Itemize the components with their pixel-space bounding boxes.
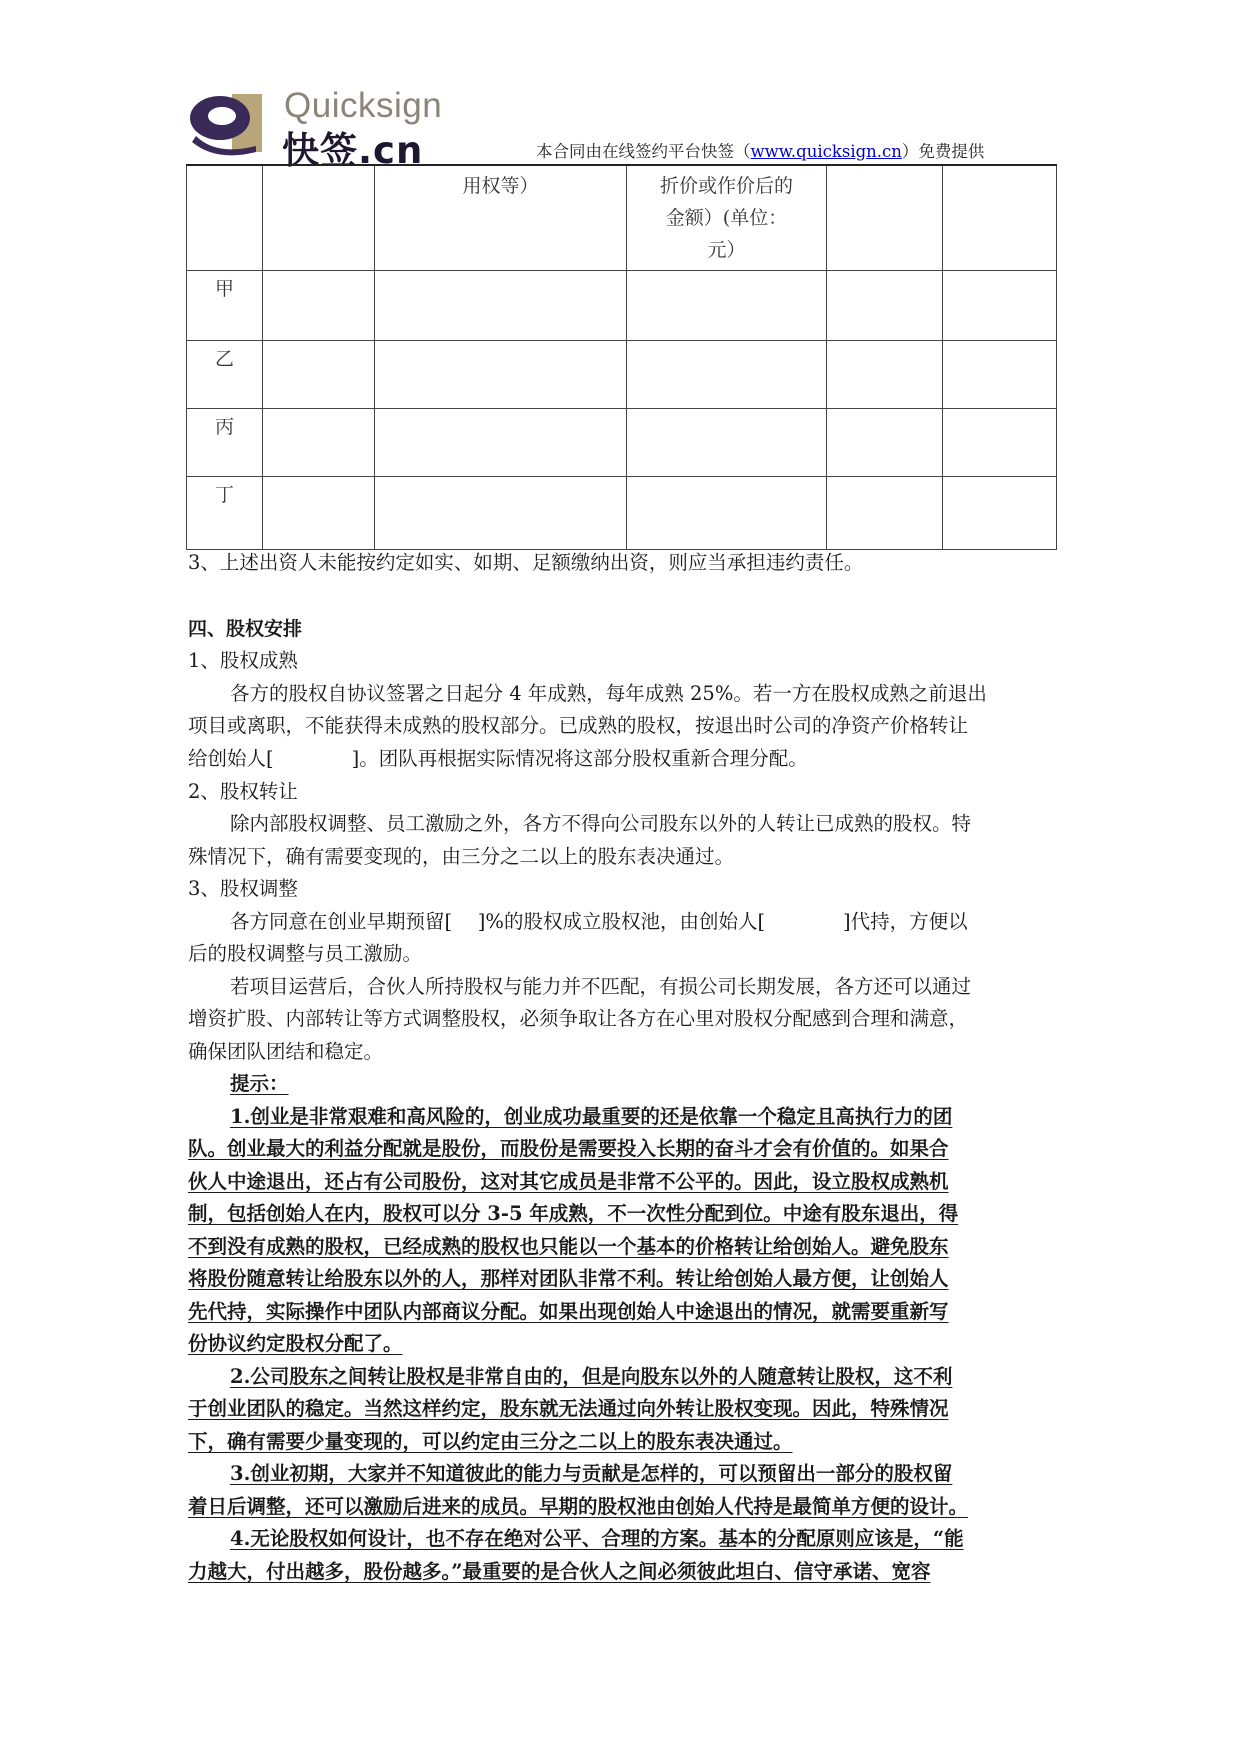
paragraph-line: 项目或离职，不能获得未成熟的股权部分。已成熟的股权，按退出时公司的净资产价格转让 (188, 714, 969, 737)
table-cell (263, 271, 375, 341)
table-cell (375, 477, 627, 550)
tip-line: 制，包括创始人在内，股权可以分 3-5 年成熟，不一次性分配到位。中途有股东退出，得 (188, 1202, 959, 1225)
paragraph-line: 各方同意在创业早期预留[ ]%的股权成立股权池，由创始人[ ]代持，方便以 (230, 910, 968, 933)
table-cell (627, 477, 827, 550)
party-name-cell: 乙 (187, 341, 263, 409)
paragraph-line: 增资扩股、内部转让等方式调整股权，必须争取让各方在心里对股权分配感到合理和满意， (188, 1007, 969, 1030)
table-cell (187, 165, 263, 271)
tips-title: 提示： (230, 1072, 289, 1095)
tip-line: 伙人中途退出，还占有公司股份，这对其它成员是非常不公平的。因此，设立股权成熟机 (188, 1170, 949, 1193)
subsection-title: 1、股权成熟 (188, 649, 298, 672)
tip-line: 力越大，付出越多，股份越多。”最重要的是合伙人之间必须彼此坦白、信守承诺、宽容 (188, 1560, 931, 1583)
table-cell (827, 165, 943, 271)
paragraph-line: 除内部股权调整、员工激励之外，各方不得向公司股东以外的人转让已成熟的股权。特 (230, 812, 972, 835)
table-cell (827, 341, 943, 409)
notice-suffix: ）免费提供 (901, 142, 985, 161)
table-row (187, 409, 1057, 477)
tip-line: 将股份随意转让给股东以外的人，那样对团队非常不利。转让给创始人最方便，让创始人 (188, 1267, 949, 1290)
tip-line: 3.创业初期，大家并不知道彼此的能力与贡献是怎样的，可以预留出一部分的股权留 (230, 1462, 953, 1485)
subsection-title: 2、股权转让 (188, 780, 298, 803)
table-cell (627, 409, 827, 477)
table-cell (627, 341, 827, 409)
table-cell (263, 477, 375, 550)
paragraph-line: 各方的股权自协议签署之日起分 4 年成熟，每年成熟 25%。若一方在股权成熟之前退出 (230, 682, 987, 705)
quicksign-logo-icon (186, 90, 266, 160)
paragraph-line: 后的股权调整与员工激励。 (188, 942, 423, 965)
paragraph-line: 殊情况下，确有需要变现的，由三分之二以上的股东表决通过。 (188, 845, 735, 868)
paragraph-line: 给创始人[ ]。团队再根据实际情况将这部分股权重新合理分配。 (188, 747, 808, 770)
table-cell (375, 409, 627, 477)
logo-text-en: Quicksign (284, 86, 443, 125)
party-name-cell: 丙 (187, 409, 263, 477)
table-cell (827, 477, 943, 550)
tip-line: 着日后调整，还可以激励后进来的成员。早期的股权池由创始人代持是最简单方便的设计。 (188, 1495, 969, 1518)
tip-line: 队。创业最大的利益分配就是股份，而股份是需要投入长期的奋斗才会有价值的。如果合 (188, 1137, 949, 1160)
clause-3-text: 3、上述出资人未能按约定如实、如期、足额缴纳出资，则应当承担违约责任。 (188, 551, 864, 574)
paragraph-line: 若项目运营后，合伙人所持股权与能力并不匹配，有损公司长期发展，各方还可以通过 (230, 975, 972, 998)
table-cell (943, 341, 1057, 409)
party-name-cell: 丁 (187, 477, 263, 550)
table-header-row (187, 165, 1057, 271)
table-cell (375, 341, 627, 409)
tip-line: 不到没有成熟的股权，已经成熟的股权也只能以一个基本的价格转让给创始人。避免股东 (188, 1235, 949, 1258)
contribution-table (186, 164, 1057, 550)
tip-line: 4.无论股权如何设计，也不存在绝对公平、合理的方案。基本的分配原则应该是，“能 (230, 1527, 964, 1550)
table-cell (943, 271, 1057, 341)
quicksign-link[interactable]: www.quicksign.cn (750, 142, 902, 161)
logo-text-cn: 快签.cn (282, 129, 424, 172)
tip-line: 份协议约定股权分配了。 (188, 1332, 403, 1355)
tip-line: 2.公司股东之间转让股权是非常自由的，但是向股东以外的人随意转让股权，这不利 (230, 1365, 953, 1388)
header-notice (536, 138, 984, 162)
table-cell (263, 165, 375, 271)
table-cell (827, 409, 943, 477)
table-cell (827, 271, 943, 341)
notice-prefix: 本合同由在线签约平台快签（ (536, 142, 751, 161)
quicksign-logo (186, 86, 486, 172)
tip-line: 下，确有需要少量变现的，可以约定由三分之二以上的股东表决通过。 (188, 1430, 793, 1453)
table-row (187, 477, 1057, 550)
table-cell (263, 409, 375, 477)
party-name-cell: 甲 (187, 271, 263, 341)
section-title: 四、股权安排 (188, 618, 303, 640)
table-row (187, 341, 1057, 409)
table-cell (943, 165, 1057, 271)
table-cell (943, 409, 1057, 477)
tip-line: 于创业团队的稳定。当然这样约定，股东就无法通过向外转让股权变现。因此，特殊情况 (188, 1397, 949, 1420)
table-cell (263, 341, 375, 409)
tip-line: 先代持，实际操作中团队内部商议分配。如果出现创始人中途退出的情况，就需要重新写 (188, 1300, 949, 1323)
paragraph-line: 确保团队团结和稳定。 (188, 1040, 384, 1063)
table-cell (627, 271, 827, 341)
subsection-title: 3、股权调整 (188, 877, 298, 900)
table-cell (943, 477, 1057, 550)
tip-line: 1.创业是非常艰难和高风险的，创业成功最重要的还是依靠一个稳定且高执行力的团 (230, 1105, 953, 1128)
table-cell: 折价或作价后的 金额）(单位： 元） (627, 165, 827, 271)
table-row (187, 271, 1057, 341)
table-cell (375, 271, 627, 341)
table-cell: 用权等） (375, 165, 627, 271)
